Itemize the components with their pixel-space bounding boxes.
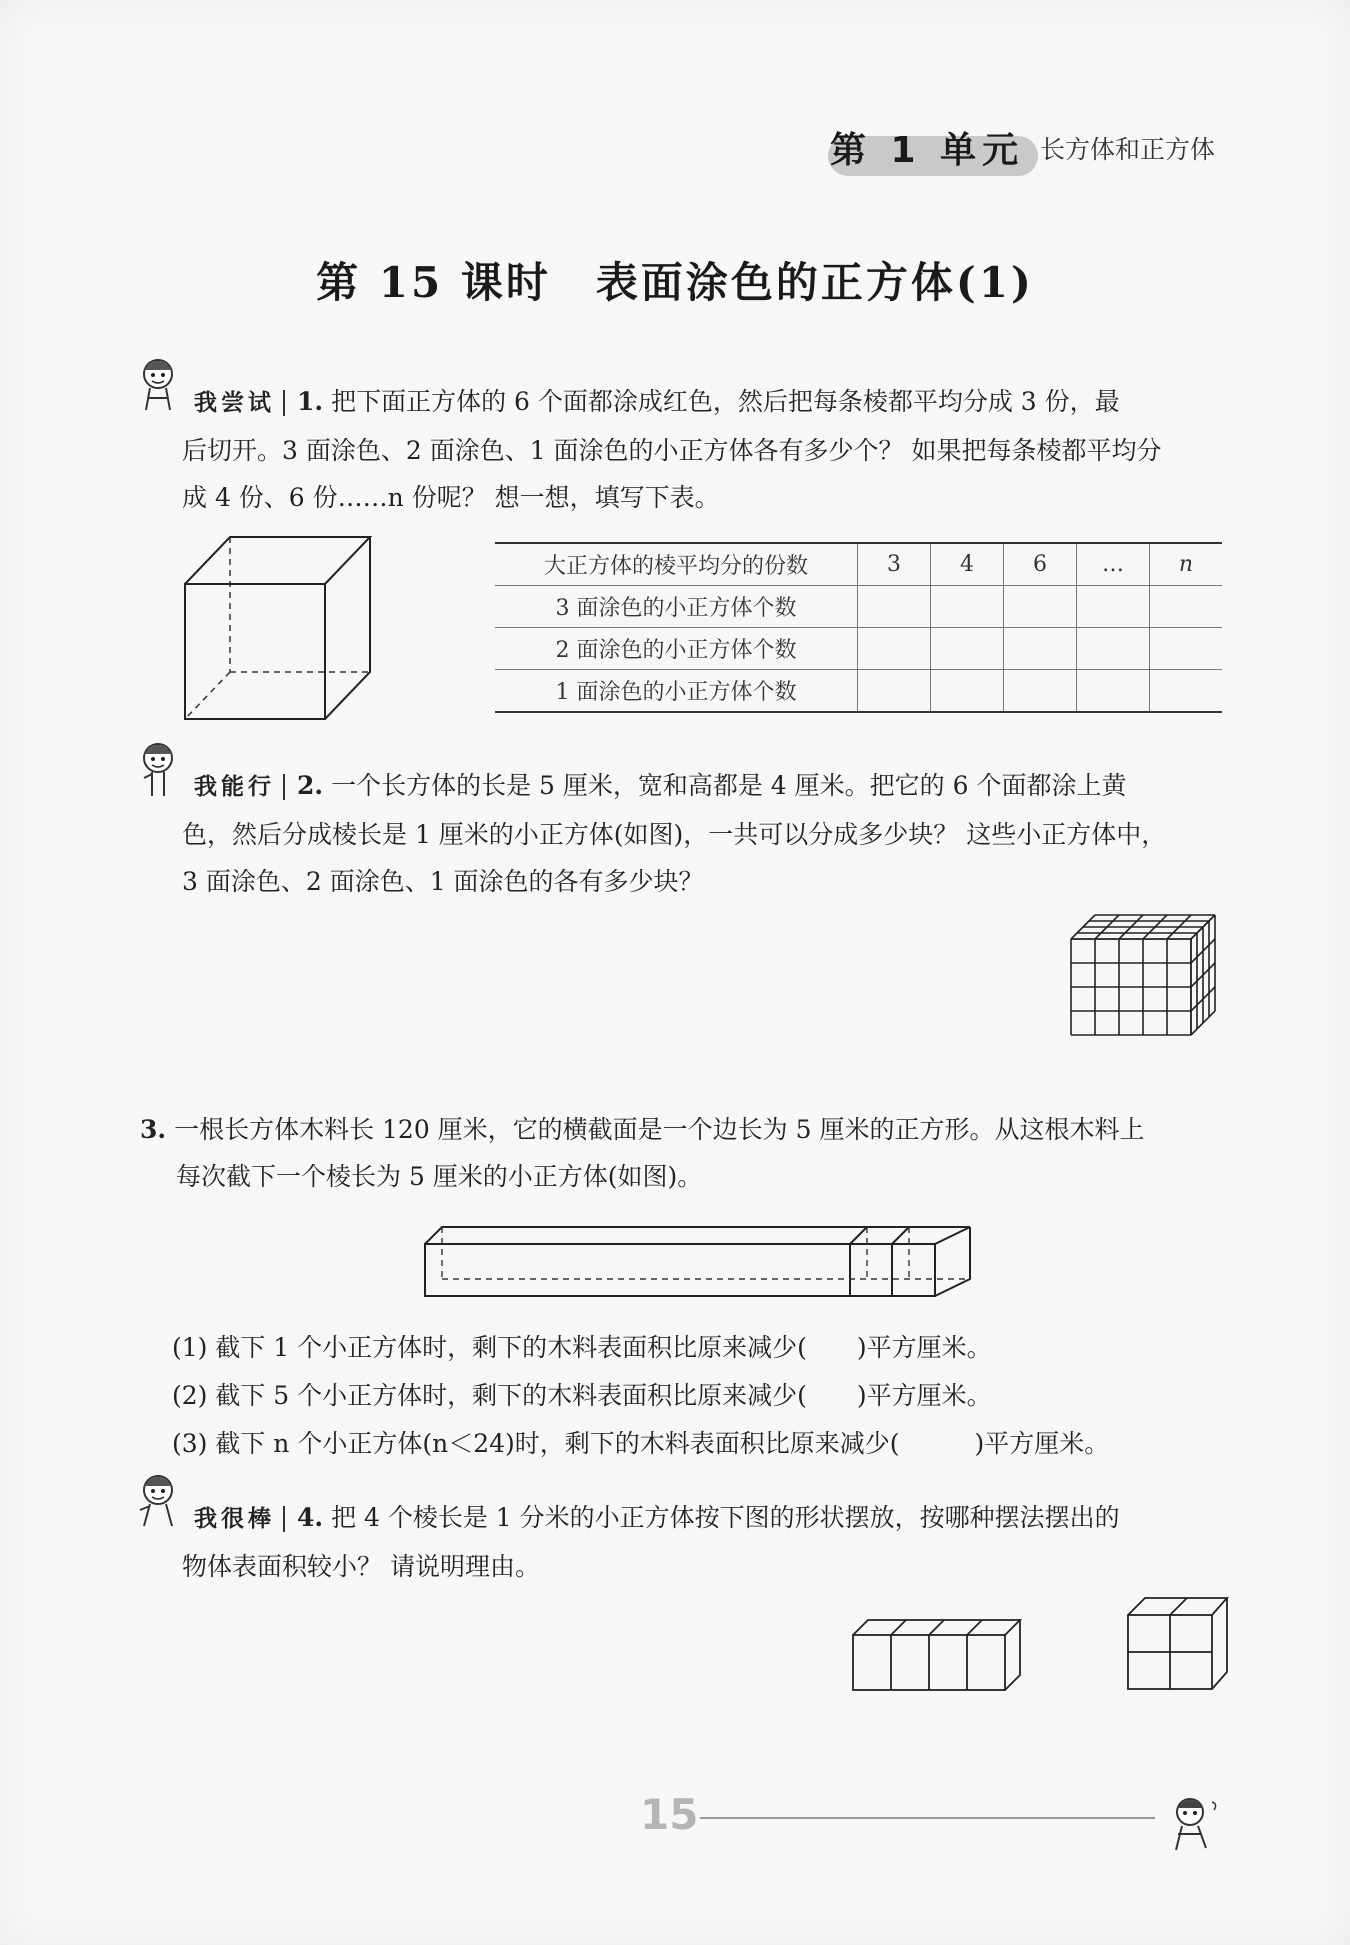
question-text-line: 色，然后分成棱长是 1 厘米的小正方体(如图)，一共可以分成多少块？ 这些小正方体中，	[182, 820, 1167, 849]
tag-label: 我能行	[194, 774, 285, 800]
answer-cell[interactable]	[1004, 586, 1077, 628]
page-number: 15	[640, 1790, 699, 1839]
tag-can-do	[140, 762, 297, 811]
tag-try	[140, 378, 297, 427]
lesson-title: 第 15 课时 表面涂色的正方体(1)	[316, 258, 1034, 307]
footer-rule	[700, 1817, 1155, 1819]
question-number: 4.	[297, 1503, 324, 1532]
mascot-icon	[130, 734, 190, 804]
unit-header	[818, 118, 1238, 178]
painted-cube-table	[495, 542, 1222, 713]
answer-cell[interactable]	[858, 670, 931, 713]
answer-cell[interactable]	[1004, 670, 1077, 713]
table-cell: …	[1077, 543, 1150, 586]
row-arrangement-figure	[850, 1615, 1025, 1695]
question-4	[140, 1494, 1240, 1590]
answer-cell[interactable]	[1077, 670, 1150, 713]
table-row-label: 3 面涂色的小正方体个数	[495, 586, 858, 628]
mascot-icon	[130, 350, 190, 420]
unit-subtitle: 长方体和正方体	[1040, 135, 1216, 164]
table-row	[495, 670, 1222, 713]
tag-great	[140, 1494, 297, 1543]
answer-cell[interactable]	[1077, 586, 1150, 628]
mascot-icon	[130, 1466, 190, 1536]
timber-figure	[420, 1222, 980, 1302]
answer-cell[interactable]	[858, 586, 931, 628]
question-2	[140, 762, 1230, 905]
answer-cell[interactable]	[1150, 586, 1223, 628]
question-text-line: 一个长方体的长是 5 厘米，宽和高都是 4 厘米。把它的 6 个面都涂上黄	[331, 771, 1127, 800]
table-header-row	[495, 543, 1222, 586]
table-row-label: 2 面涂色的小正方体个数	[495, 628, 858, 670]
table-row-label: 1 面涂色的小正方体个数	[495, 670, 858, 713]
question-number: 1.	[297, 387, 324, 416]
subquestion-3: (3) 截下 n 个小正方体(n＜24)时，剩下的木料表面积比原来减少( )平方厘米。	[172, 1429, 1110, 1458]
question-text-line: 物体表面积较小？ 请说明理由。	[182, 1552, 540, 1581]
table-row	[495, 586, 1222, 628]
subquestion-1: (1) 截下 1 个小正方体时，剩下的木料表面积比原来减少( )平方厘米。	[172, 1333, 992, 1362]
answer-cell[interactable]	[1150, 670, 1223, 713]
answer-cell[interactable]	[931, 628, 1004, 670]
answer-cell[interactable]	[1150, 628, 1223, 670]
answer-cell[interactable]	[931, 670, 1004, 713]
answer-cell[interactable]	[931, 586, 1004, 628]
question-text-line: 一根长方体木料长 120 厘米，它的横截面是一个边长为 5 厘米的正方形。从这根木料上	[174, 1115, 1145, 1144]
answer-cell[interactable]	[858, 628, 931, 670]
tag-label: 我很棒	[194, 1506, 285, 1532]
question-text-line: 每次截下一个棱长为 5 厘米的小正方体(如图)。	[176, 1162, 703, 1191]
table-cell: 大正方体的棱平均分的份数	[495, 543, 858, 586]
answer-cell[interactable]	[1077, 628, 1150, 670]
question-text-line: 把下面正方体的 6 个面都涂成红色，然后把每条棱都平均分成 3 份，最	[331, 387, 1120, 416]
table-cell: 3	[858, 543, 931, 586]
question-3	[140, 1106, 1240, 1200]
question-number: 2.	[297, 771, 324, 800]
table-cell: n	[1150, 543, 1223, 586]
table-row	[495, 628, 1222, 670]
table-cell: 6	[1004, 543, 1077, 586]
table-cell: 4	[931, 543, 1004, 586]
unit-badge: 第 1 单元	[830, 130, 1025, 171]
question-text-line: 把 4 个棱长是 1 分米的小正方体按下图的形状摆放，按哪种摆法摆出的	[331, 1503, 1120, 1532]
question-text-line: 后切开。3 面涂色、2 面涂色、1 面涂色的小正方体各有多少个？ 如果把每条棱都平均分	[182, 436, 1162, 465]
subquestion-2: (2) 截下 5 个小正方体时，剩下的木料表面积比原来减少( )平方厘米。	[172, 1381, 992, 1410]
footer-mascot-icon	[1160, 1790, 1230, 1860]
cube-figure	[180, 532, 380, 722]
grid-cuboid-figure	[1068, 912, 1228, 1052]
square-arrangement-figure	[1125, 1593, 1230, 1693]
question-number: 3.	[140, 1115, 167, 1144]
answer-cell[interactable]	[1004, 628, 1077, 670]
tag-label: 我尝试	[194, 390, 285, 416]
question-text-line: 3 面涂色、2 面涂色、1 面涂色的各有多少块？	[182, 867, 704, 896]
question-1	[140, 378, 1230, 521]
question-text-line: 成 4 份、6 份……n 份呢？ 想一想，填写下表。	[182, 483, 720, 512]
